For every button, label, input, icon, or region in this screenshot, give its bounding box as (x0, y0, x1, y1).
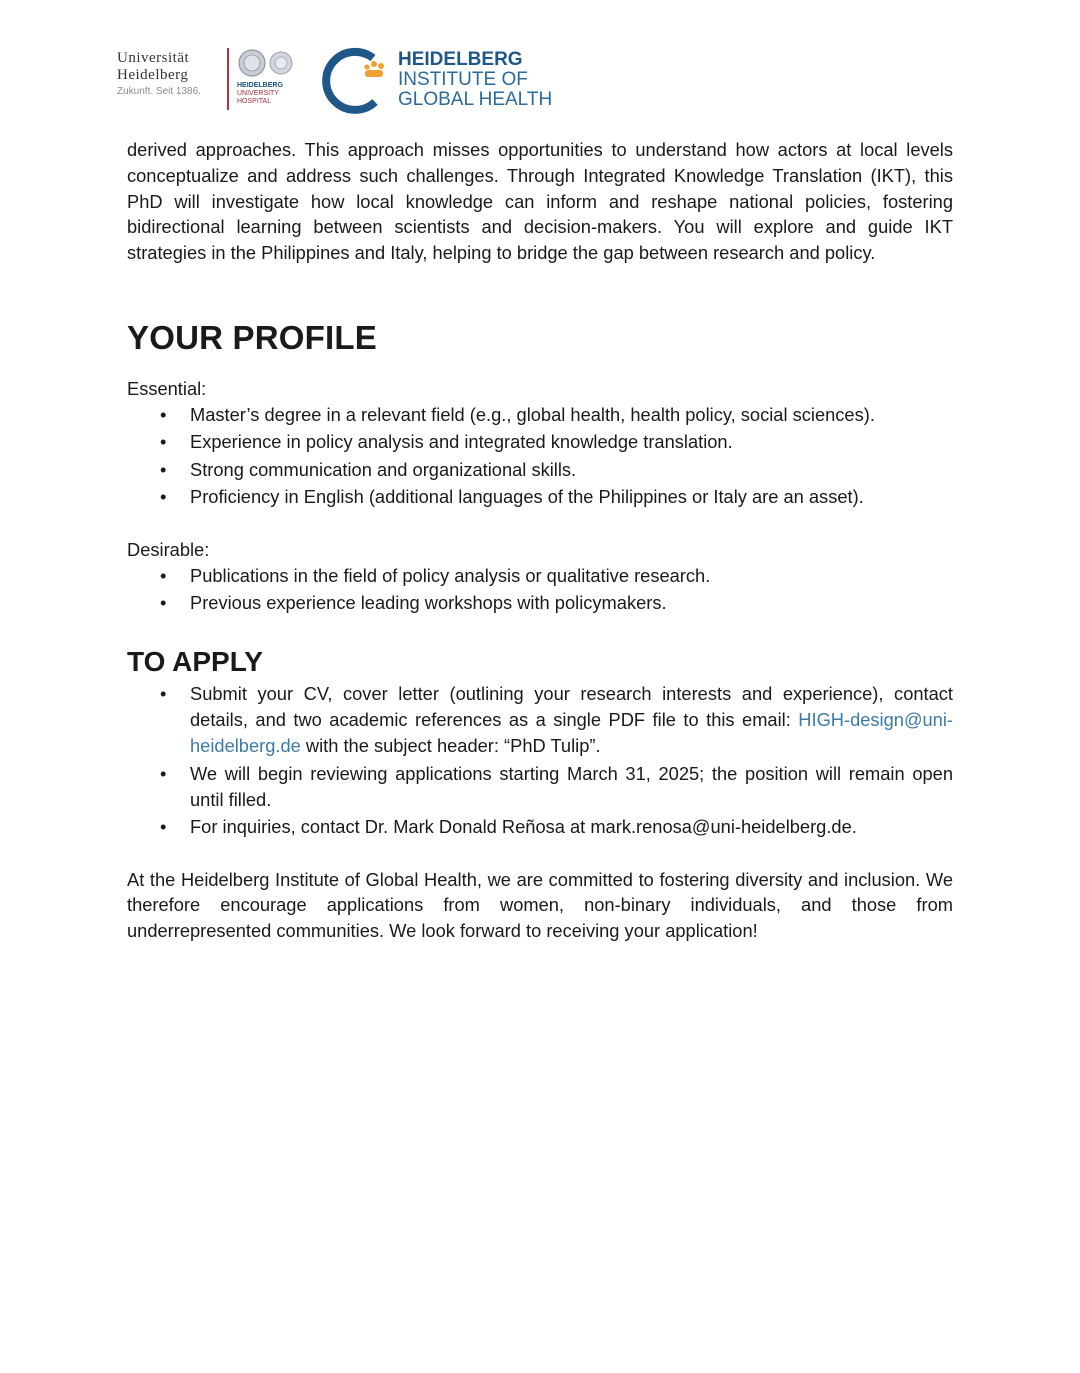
heidelberg-university-logo (117, 50, 227, 100)
list-item: • Previous experience leading workshops with policymakers. (127, 590, 953, 616)
essential-label: Essential: (127, 377, 207, 399)
institute-line2: INSTITUTE OF (398, 69, 528, 90)
bullet-icon: • (160, 591, 167, 613)
hospital-line2: UNIVERSITY (237, 90, 280, 97)
list-item: • For inquiries, contact Dr. Mark Donald Reñosa at mark.renosa@uni-heidelberg.de. (127, 814, 953, 840)
profile-heading: YOUR PROFILE (127, 318, 377, 356)
global-health-ring-icon (317, 46, 389, 114)
desirable-label: Desirable: (127, 538, 210, 560)
university-name-line1: Universität (117, 50, 190, 66)
bullet-icon: • (160, 762, 167, 784)
essential-list (127, 402, 953, 510)
university-tagline: Zukunft. Seit 1386. (117, 86, 201, 97)
list-item: • Submit your CV, cover letter (outlining your research interests and experience), contact details, and two academic references as a single PDF file to this email: HIGH-design@uni-heidelberg.de with the subject header: “PhD Tulip”. (160, 683, 953, 757)
apply-list (127, 681, 953, 840)
university-name-line2: Heidelberg (117, 67, 189, 83)
page-header (117, 44, 577, 114)
bullet-icon: • (160, 403, 167, 425)
bullet-icon: • (160, 458, 167, 480)
list-item: • Strong communication and organizational skills. (127, 457, 953, 483)
document-body (127, 137, 953, 944)
institute-line3: GLOBAL HEALTH (398, 89, 553, 110)
hospital-line3: HOSPITAL (237, 98, 272, 105)
desirable-list (127, 563, 953, 616)
bullet-icon: • (160, 816, 167, 838)
institute-line1: HEIDELBERG (398, 49, 523, 70)
application-email-link[interactable]: HIGH-design@uni-heidelberg.de (190, 709, 953, 757)
apply-heading: TO APPLY (127, 646, 263, 678)
university-hospital-logo (237, 82, 283, 106)
closing-paragraph: At the Heidelberg Institute of Global Health, we are committed to fostering diversity and inclusion. We therefore encourage applications from women, non-binary individuals, and those from underrepresented communities. We look forward to receiving your application! (127, 868, 953, 942)
list-item: • Publications in the field of policy analysis or qualitative research. (127, 563, 953, 589)
logo-divider (227, 48, 229, 110)
list-item: • Proficiency in English (additional languages of the Philippines or Italy are an asset). (127, 484, 953, 510)
list-item: • Experience in policy analysis and integrated knowledge translation. (127, 429, 953, 455)
bullet-icon: • (160, 486, 167, 508)
bullet-icon: • (160, 431, 167, 453)
list-item: • We will begin reviewing applications starting March 31, 2025; the position will remain open until filled. (160, 762, 953, 810)
list-item: • Master’s degree in a relevant field (e.g., global health, health policy, social sciences). (127, 402, 953, 428)
institute-logo-text (398, 50, 552, 110)
intro-paragraph: derived approaches. This approach misses opportunities to understand how actors at local levels conceptualize and address such challenges. Through Integrated Knowledge Translation (IKT), this PhD will investigate how local knowledge can inform and reshape national policies, fostering bidirectional learning between scientists and decision-makers. You will explore and guide IKT strategies in the Philippines and Italy, helping to bridge the gap between research and policy. (127, 139, 953, 264)
university-seals-icon (237, 48, 297, 78)
bullet-icon: • (160, 564, 167, 586)
hospital-line1: HEIDELBERG (237, 82, 283, 89)
bullet-icon: • (160, 683, 167, 705)
